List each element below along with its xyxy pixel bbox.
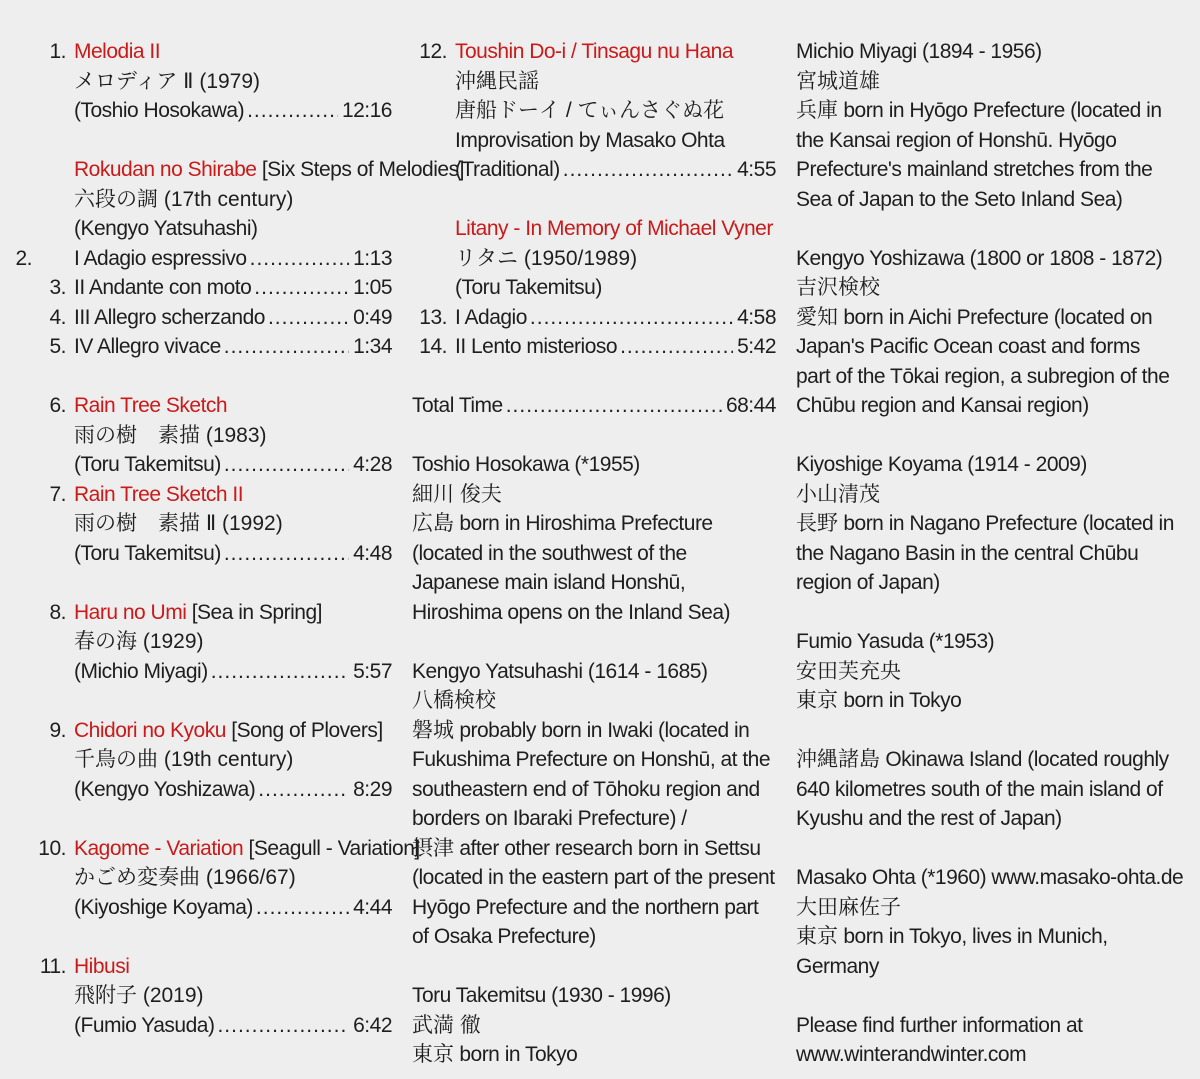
track-title: Haru no Umi bbox=[74, 600, 187, 624]
bio-yatsuhashi bbox=[412, 657, 776, 952]
track-title: Hibusi bbox=[74, 954, 130, 978]
track-8 bbox=[40, 598, 392, 687]
bio-text2: after other research born in Settsu (located in the eastern part of the present Hyōgo Prefecture and the northern part of Osaka Prefecture) bbox=[412, 836, 775, 948]
track-title: Kagome - Variation bbox=[74, 836, 244, 860]
track-time: 4:58 bbox=[737, 305, 776, 329]
bio-place-jp: 磐城 bbox=[412, 718, 454, 742]
bio-jp-name: 細川 俊夫 bbox=[412, 482, 502, 506]
track-number: 14. bbox=[419, 335, 447, 358]
bio-jp-name: 小山清茂 bbox=[796, 482, 880, 506]
track-1 bbox=[40, 37, 392, 126]
track-6 bbox=[40, 391, 392, 480]
bio-jp-name: 安田芙充央 bbox=[796, 659, 901, 683]
track-time: 5:57 bbox=[353, 659, 392, 683]
track-time: 4:55 bbox=[737, 158, 776, 181]
track-number: 2. bbox=[15, 246, 32, 270]
bio-text: probably born in Iwaki (located in Fukushima Prefecture on Honshū, at the southeastern end of Tōhoku region and borders on Ibaraki Prefecture) / bbox=[412, 718, 771, 830]
bio-place-jp: 東京 bbox=[412, 1043, 454, 1066]
bio-text: born in Aichi Prefecture (located on Japan's Pacific Ocean coast and forms part of the Tōkai region, a subregion of the Chūbu region and Kansai region) bbox=[796, 305, 1170, 417]
track-jp-title: メロディア Ⅱ (1979) bbox=[74, 69, 261, 93]
bio-jp-name: 八橋検校 bbox=[412, 689, 496, 712]
further-info-text: Please find further information at bbox=[796, 1013, 1083, 1037]
bio-koyama bbox=[796, 450, 1176, 598]
track-jp-title: かごめ変奏曲 (1966/67) bbox=[74, 866, 296, 889]
work-composer: (Toru Takemitsu) bbox=[455, 276, 602, 299]
track-time: 1:05 bbox=[353, 276, 392, 299]
movement-label: III Allegro scherzando bbox=[74, 305, 265, 329]
track-number: 3. bbox=[49, 276, 66, 299]
bio-takemitsu bbox=[412, 981, 776, 1070]
further-info bbox=[796, 1011, 1176, 1070]
work-jp-title: 六段の調 (17th century) bbox=[74, 187, 294, 211]
bio-name: Masako Ohta (*1960) www.masako-ohta.de bbox=[796, 866, 1184, 889]
track-jp-title: 飛附子 (2019) bbox=[74, 984, 204, 1007]
bio-place-jp: 兵庫 bbox=[796, 99, 838, 122]
track-composer: (Toshio Hosokawa) bbox=[74, 99, 245, 122]
movement-label: I Adagio espressivo bbox=[74, 246, 247, 270]
track-title: Rain Tree Sketch bbox=[74, 394, 228, 417]
track-time: 1:13 bbox=[353, 246, 392, 270]
total-time-label: Total Time bbox=[412, 394, 503, 417]
bio-yoshizawa bbox=[796, 244, 1176, 421]
track-jp-title: 雨の樹 素描 Ⅱ (1992) bbox=[74, 512, 283, 535]
track-time: 4:48 bbox=[353, 541, 392, 565]
bio-place2-jp: 摂津 bbox=[412, 836, 454, 860]
work-subtitle: [Six Steps of Melodies] bbox=[256, 158, 464, 181]
bio-text: born in Tokyo, lives in Munich, Germany bbox=[796, 925, 1108, 978]
bio-text: born in Tokyo bbox=[454, 1043, 578, 1066]
bio-miyagi bbox=[796, 37, 1176, 214]
bio-hosokawa bbox=[412, 450, 776, 627]
track-7 bbox=[40, 480, 392, 569]
track-number: 5. bbox=[49, 335, 66, 358]
track-subtitle: [Sea in Spring] bbox=[186, 600, 322, 624]
track-jp-genre: 沖縄民謡 bbox=[455, 69, 539, 93]
track-number: 11. bbox=[39, 954, 66, 978]
track-composer: (Kengyo Yoshizawa) bbox=[74, 777, 256, 801]
work-litany bbox=[412, 214, 776, 362]
track-number: 7. bbox=[49, 482, 66, 506]
bio-ohta bbox=[796, 863, 1184, 981]
bio-name: Kengyo Yoshizawa (1800 or 1808 - 1872) bbox=[796, 246, 1163, 270]
bio-place-jp: 東京 bbox=[796, 689, 838, 712]
track-time: 12:16 bbox=[341, 99, 392, 122]
track-composer: (Traditional) bbox=[455, 158, 560, 181]
movement-label: II Andante con moto bbox=[74, 276, 252, 299]
track-number: 1. bbox=[49, 40, 66, 63]
track-jp-title: 千鳥の曲 (19th century) bbox=[74, 748, 294, 771]
bio-jp-name: 宮城道雄 bbox=[796, 69, 880, 93]
track-composer: (Toru Takemitsu) bbox=[74, 453, 221, 476]
track-jp-title: 雨の樹 素描 (1983) bbox=[74, 423, 267, 447]
total-time-value: 68:44 bbox=[725, 394, 776, 417]
note-okinawa bbox=[796, 745, 1176, 834]
place-jp: 沖縄諸島 bbox=[796, 748, 880, 771]
bio-yasuda bbox=[796, 627, 1176, 716]
bio-name: Fumio Yasuda (*1953) bbox=[796, 630, 995, 653]
bio-jp-name: 武満 徹 bbox=[412, 1013, 481, 1037]
bio-text: born in Tokyo bbox=[838, 689, 962, 712]
track-number: 9. bbox=[49, 718, 66, 742]
track-number: 13. bbox=[419, 305, 447, 329]
bio-text: born in Nagano Prefecture (located in the Nagano Basin in the central Chūbu region of Japan) bbox=[796, 512, 1174, 594]
track-subtitle: [Seagull - Variation] bbox=[243, 836, 420, 860]
track-composer: (Toru Takemitsu) bbox=[74, 541, 221, 565]
track-time: 8:29 bbox=[353, 777, 392, 801]
total-time bbox=[412, 391, 776, 421]
track-note: Improvisation by Masako Ohta bbox=[455, 128, 725, 152]
bio-text: born in Hyōgo Prefecture (located in the Kansai region of Honshū. Hyōgo Prefecture's mainland stretches from the Sea of Japan to the Seto Inland Sea) bbox=[796, 99, 1162, 211]
track-title: Toushin Do-i / Tinsagu nu Hana bbox=[455, 40, 734, 63]
bios-column bbox=[796, 37, 1184, 1070]
bio-text: born in Hiroshima Prefecture (located in the southwest of the Japanese main island Honshū, Hiroshima opens on the Inland Sea) bbox=[412, 512, 731, 624]
bio-name: Michio Miyagi (1894 - 1956) bbox=[796, 40, 1042, 63]
bio-jp-name: 吉沢検校 bbox=[796, 276, 880, 299]
tracklist-column-2 bbox=[412, 37, 776, 1070]
track-composer: (Michio Miyagi) bbox=[74, 659, 208, 683]
track-9 bbox=[40, 716, 392, 805]
track-number: 4. bbox=[49, 305, 66, 329]
work-jp-title: リタニ (1950/1989) bbox=[455, 246, 638, 270]
movement-label: I Adagio bbox=[455, 305, 527, 329]
track-time: 6:42 bbox=[353, 1013, 392, 1037]
track-11 bbox=[40, 952, 392, 1041]
movement-label: II Lento misterioso bbox=[455, 335, 618, 358]
track-time: 4:44 bbox=[353, 895, 392, 919]
track-composer: (Kiyoshige Koyama) bbox=[74, 895, 253, 919]
bio-place-jp: 広島 bbox=[412, 512, 454, 535]
bio-place-jp: 長野 bbox=[796, 512, 838, 535]
bio-name: Toshio Hosokawa (*1955) bbox=[412, 453, 640, 476]
track-title: Chidori no Kyoku bbox=[74, 718, 226, 742]
track-time: 0:49 bbox=[353, 305, 392, 329]
track-time: 5:42 bbox=[737, 335, 776, 358]
bio-name: Kiyoshige Koyama (1914 - 2009) bbox=[796, 453, 1087, 476]
bio-name: Toru Takemitsu (1930 - 1996) bbox=[412, 984, 671, 1007]
track-10 bbox=[38, 834, 420, 923]
track-subtitle: [Song of Plovers] bbox=[225, 718, 383, 742]
track-title: Melodia II bbox=[74, 40, 161, 63]
track-title: Rain Tree Sketch II bbox=[74, 482, 244, 506]
track-jp-title: 春の海 (1929) bbox=[74, 630, 204, 653]
track-number: 12. bbox=[419, 40, 447, 63]
track-number: 6. bbox=[49, 394, 66, 417]
website-link[interactable]: www.winterandwinter.com bbox=[796, 1043, 1027, 1066]
work-title: Litany - In Memory of Michael Vyner bbox=[455, 217, 773, 240]
track-number: 10. bbox=[38, 836, 66, 860]
track-time: 4:28 bbox=[353, 453, 392, 476]
track-12 bbox=[412, 37, 776, 185]
work-composer: (Kengyo Yatsuhashi) bbox=[74, 217, 258, 240]
work-title: Rokudan no Shirabe bbox=[74, 158, 257, 181]
place-text: Okinawa Island (located roughly 640 kilometres south of the main island of Kyushu and the rest of Japan) bbox=[796, 748, 1169, 830]
bio-place-jp: 愛知 bbox=[796, 305, 838, 329]
track-jp-title: 唐船ドーイ / てぃんさぐぬ花 bbox=[455, 99, 725, 122]
bio-place-jp: 東京 bbox=[796, 925, 838, 948]
track-composer: (Fumio Yasuda) bbox=[74, 1013, 215, 1037]
bio-jp-name: 大田麻佐子 bbox=[796, 895, 901, 919]
track-time: 1:34 bbox=[353, 335, 392, 358]
track-number: 8. bbox=[49, 600, 66, 624]
bio-name: Kengyo Yatsuhashi (1614 - 1685) bbox=[412, 659, 708, 683]
movement-label: IV Allegro vivace bbox=[74, 335, 221, 358]
